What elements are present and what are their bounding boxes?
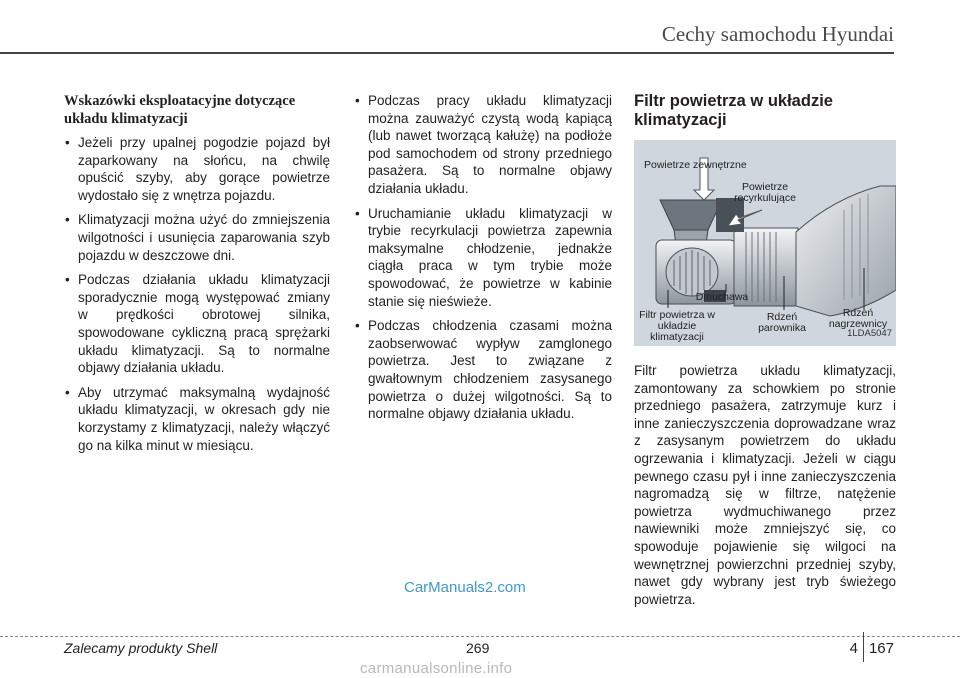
- bottom-watermark: carmanualsonline.info: [360, 660, 513, 677]
- list-item: • Aby utrzymać maksymalną wydajność układu klimatyzacji, w okresach gdy nie korzystamy z klimatyzacji, należy włączyć go na kilka minut w miesiącu.: [64, 384, 330, 454]
- watermark-link[interactable]: CarManuals2.com: [404, 579, 526, 596]
- list-item: • Klimatyzacji można użyć do zmniejszenia wilgotności i usunięcia zaparowania szyb pojazdu w deszczowe dni.: [64, 211, 330, 264]
- section-title-ac-tips: Wskazówki eksploatacyjne dotyczące układu klimatyzacji: [64, 93, 296, 127]
- label-blower: Dmuchawa: [695, 291, 749, 303]
- list-item: • Podczas działania układu klimatyzacji sporadycznie mogą występować zmiany w prędkości obrotowej silnika, spowodowane cykliczną pracą sprężarki układu klimatyzacji. Są to normalne objawy działania układu.: [64, 271, 330, 377]
- page-header-title: Cechy samochodu Hyundai: [661, 22, 894, 46]
- label-evaporator: Rdzeń parownika: [758, 311, 806, 334]
- chapter-number: 4: [849, 640, 858, 657]
- column-3: [634, 92, 896, 608]
- header-divider: [0, 52, 894, 54]
- footer-divider: [0, 636, 960, 637]
- label-recirc-air: Powietrze recyrkulujące: [734, 181, 796, 204]
- column-2: [354, 92, 612, 430]
- footer-note: Zalecamy produkty Shell: [64, 640, 218, 656]
- column-1: [64, 92, 330, 461]
- list-item: • Jeżeli przy upalnej pogodzie pojazd był zaparkowany na słońcu, na chwilę opuścić szyby, aby gorące powietrze wydostało się z wnętrza pojazdu.: [64, 134, 330, 204]
- ac-tips-list: [64, 134, 330, 454]
- list-item: • Podczas pracy układu klimatyzacji można zauważyć czystą wodą kapiącą (lub nawet tworzącą kałużę) na podłoże pod samochodem od strony przedniego pasażera. Są to normalne objawy działania układu.: [354, 92, 612, 198]
- footer-doc-page: 269: [466, 640, 490, 656]
- label-outside-air: Powietrze zewnętrzne: [644, 159, 747, 171]
- figure-code: 1LDA5047: [847, 328, 892, 340]
- page-number: 167: [868, 640, 894, 657]
- air-filter-diagram: [634, 140, 896, 346]
- footer-page-number: [850, 640, 894, 670]
- ac-notes-list: [354, 92, 612, 423]
- list-item: • Uruchamianie układu klimatyzacji w trybie recyrkulacji powietrza zapewnia maksymalne chłodzenie, jednakże ciągła praca w tym trybie może spowodować, że powietrze w kabinie stanie się nieświeże.: [354, 205, 612, 311]
- page-number-separator: [863, 632, 864, 662]
- section-title-air-filter: Filtr powietrza w układzie klimatyzacji: [634, 92, 833, 129]
- label-filter: Filtr powietrza w układzie klimatyzacji: [639, 309, 715, 343]
- air-filter-description: Filtr powietrza układu klimatyzacji, zamontowany za schowkiem po stronie przedniego pasażera, zatrzymuje kurz i inne zanieczyszczenia doprowadzane wraz z zasysanym powietrzem do układu ogrzewania i klimatyzacji. Jeżeli w ciągu pewnego czasu pył i inne zanieczyszczenia nagromadzą się w filtrze, natężenie powietrza wydmuchiwanego przez nawiewniki może zmniejszyć się, co spowoduje pojawienie się wilgoci na wewnętrznej powierzchni przedniej szyby, nawet gdy wybrany jest tryb świeżego powietrza.: [634, 363, 896, 607]
- label-heater: Rdzeń nagrzewnicy: [828, 307, 888, 330]
- list-item: • Podczas chłodzenia czasami można zaobserwować wypływ zamglonego powietrza. Jest to związane z gwałtownym chłodzeniem zasysanego powietrza o dużej wilgotności. Są to normalne objawy działania układu.: [354, 317, 612, 423]
